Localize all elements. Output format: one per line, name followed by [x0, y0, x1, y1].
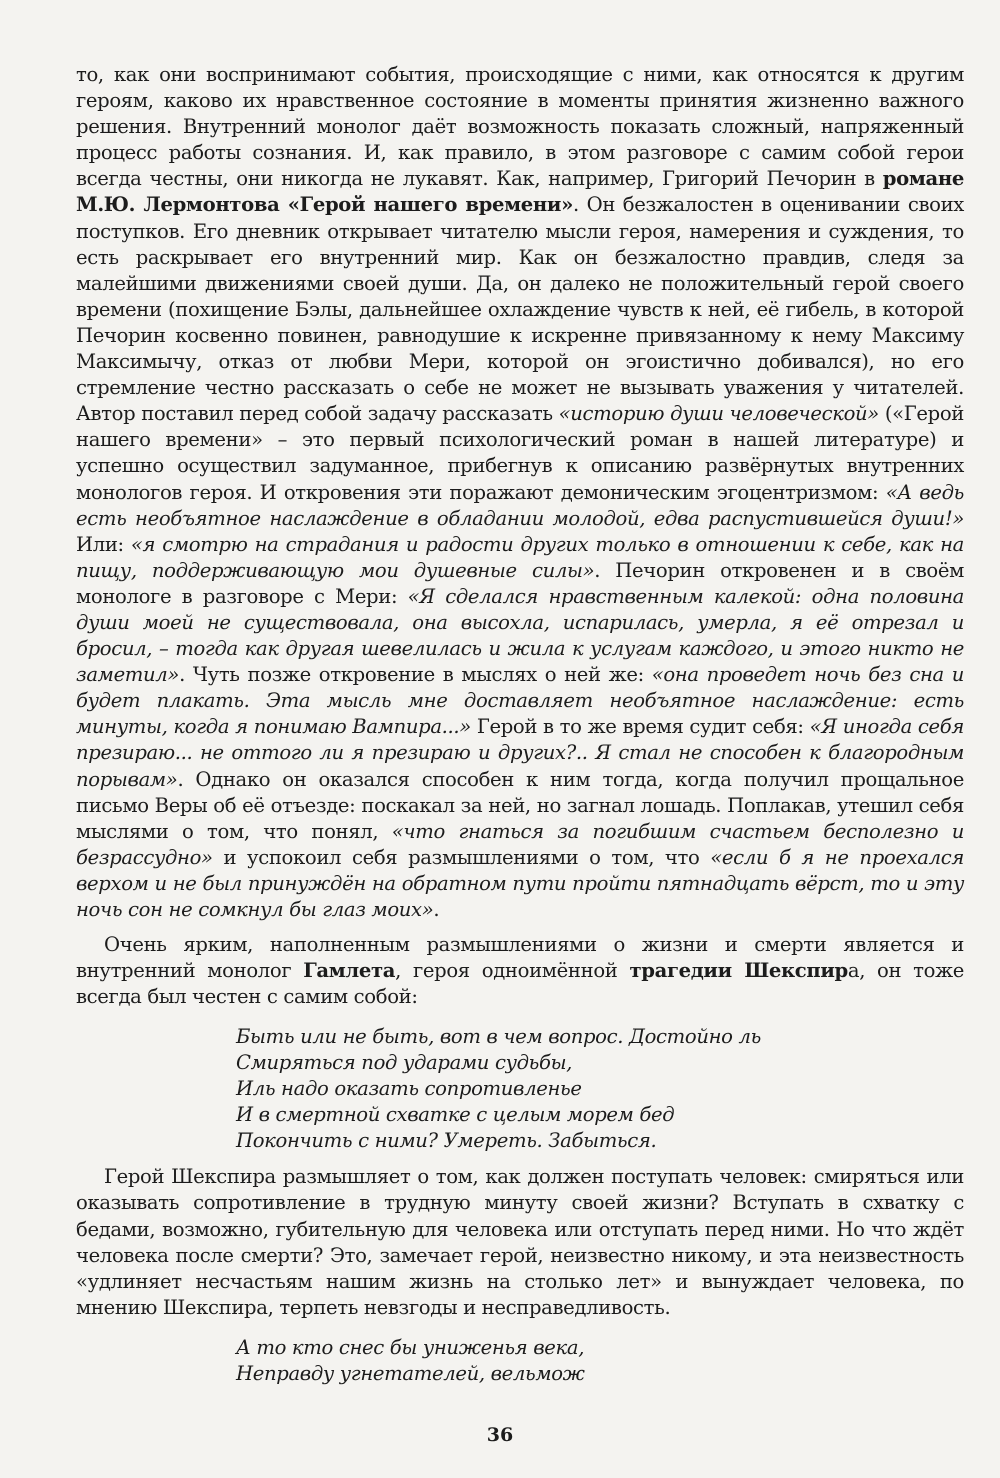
text-span: а, он тоже всегда был честен с самим собой: [76, 959, 965, 1009]
poem-quote-hamlet [236, 1024, 964, 1154]
italic-quote: «историю души человеческой» [558, 402, 879, 426]
paragraph-pechorin [76, 62, 964, 923]
text-span: . [433, 898, 440, 921]
text-span: Герой в то же время судит себя: [470, 715, 810, 739]
poem-quote-shakespeare [236, 1335, 964, 1387]
text-span: . Однако он оказался способен к ним тогда, когда получил прощальное письмо Веры об её отъезде: поскакал за ней, но загнал лошадь. Поплакав, утешил себя мыслями о том, что понял, [76, 767, 964, 843]
poem-line: А то кто снес бы униженья века, [236, 1335, 585, 1359]
italic-quote: «что гнаться за погибшим счастьем бесполезно и безрассудно» [76, 819, 964, 869]
italic-quote: «Я иногда себя презираю... не оттого ли я презираю и других?.. Я стал не способен к благородным порывам» [76, 715, 964, 791]
page-text [76, 62, 964, 1397]
text-span: , героя одноимённой [395, 959, 630, 983]
text-span: . Печорин откровенен и в своём монологе в разговоре с Мери: [76, 558, 964, 608]
paragraph-hamlet [76, 932, 964, 1010]
text-span: и успокоил себя размышлениями о том, что [212, 845, 711, 869]
bold-text: Гамлета [303, 959, 396, 983]
text-span: то, как они воспринимают события, происходящие с ними, как относятся к другим героям, каково их нравственное состояние в моменты принятия жизненно важного решения. Внутренний монолог даёт возможность показать сложный, напряженный процесс работы сознания. И, как правило, в этом разговоре с самим собой герои всегда честны, они никогда не лукавят. Как, например, Григорий Печорин в [76, 63, 964, 191]
text-span: . Чуть позже откровение в мыслях о ней же: [179, 663, 652, 687]
text-span: Или: [76, 532, 131, 556]
poem-line: И в смертной схватке с целым морем бед [236, 1103, 675, 1127]
page-number: 36 [486, 1424, 514, 1446]
poem-line: Иль надо оказать сопротивленье [236, 1077, 582, 1101]
italic-quote: «я смотрю на страдания и радости других только в отношении к себе, как на пищу, поддерживающую мои душевные силы» [76, 532, 964, 582]
italic-quote: «если б я не проехался верхом и не был принуждён на обратном пути пройти пятнадцать вёрст, то и эту ночь сон не сомкнул бы глаз моих» [76, 845, 964, 921]
poem-line: Быть или не быть, вот в чем вопрос. Достойно ль [236, 1025, 761, 1049]
paragraph-shakespeare: Герой Шекспира размышляет о том, как должен поступать человек: смиряться или оказывать сопротивление в трудную минуту своей жизни? Вступать в схватку с бедами, возможно, губительную для человека или отступать перед ними. Но что ждёт человека после смерти? Это, замечает герой, неизвестно никому, и эта неизвестность «удлиняет несчастьям нашим жизнь на столько лет» и вынуждает человека, по мнению Шекспира, терпеть невзгоды и несправедливость. [76, 1165, 964, 1319]
text-span: . Он безжалостен в оценивании своих поступков. Его дневник открывает читателю мысли героя, намерения и суждения, то есть раскрывает его внутренний мир. Как он безжалостно правдив, следя за малейшими движениями своей души. Да, он далеко не положительный герой своего времени (похищение Бэлы, дальнейшее охлаждение чувств к ней, её гибель, в которой Печорин косвенно повинен, равнодушие к искренне привязанному к нему Максиму Максимычу, отказ от любви Мери, которой он эгоистично добивался), но его стремление честно рассказать о себе не может не вызывать уважения у читателей. Автор поставил перед собой задачу рассказать [76, 193, 964, 426]
text-span: Очень ярким, наполненным размышлениями о жизни и смерти является и внутренний монолог [76, 933, 964, 983]
poem-line: Покончить с ними? Умереть. Забыться. [236, 1129, 657, 1153]
italic-quote: «она проведет ночь без сна и будет плакать. Эта мысль мне доставляет необъятное наслаждение: есть минуты, когда я понимаю Вампира...» [76, 663, 964, 739]
bold-text: трагедии Шекспир [629, 959, 848, 983]
bold-text: романе М.Ю. Лермонтова «Герой нашего времени» [76, 167, 964, 217]
italic-quote: «А ведь есть необъятное наслаждение в обладании молодой, едва распустившейся души!» [76, 480, 964, 530]
text-span: («Герой нашего времени» – это первый психологический роман в нашей литературе) и успешно осуществил задуманное, прибегнув к описанию развёрнутых внутренних монологов героя. И откровения эти поражают демоническим эгоцентризмом: [76, 402, 964, 504]
poem-line: Неправду угнетателей, вельмож [236, 1361, 585, 1385]
italic-quote: «Я сделался нравственным калекой: одна половина души моей не существовала, она высохла, испарилась, умерла, я её отрезал и бросил, – тогда как другая шевелилась и жила к услугам каждого, и этого никто не заметил» [76, 584, 964, 687]
poem-line: Смиряться под ударами судьбы, [236, 1051, 573, 1075]
